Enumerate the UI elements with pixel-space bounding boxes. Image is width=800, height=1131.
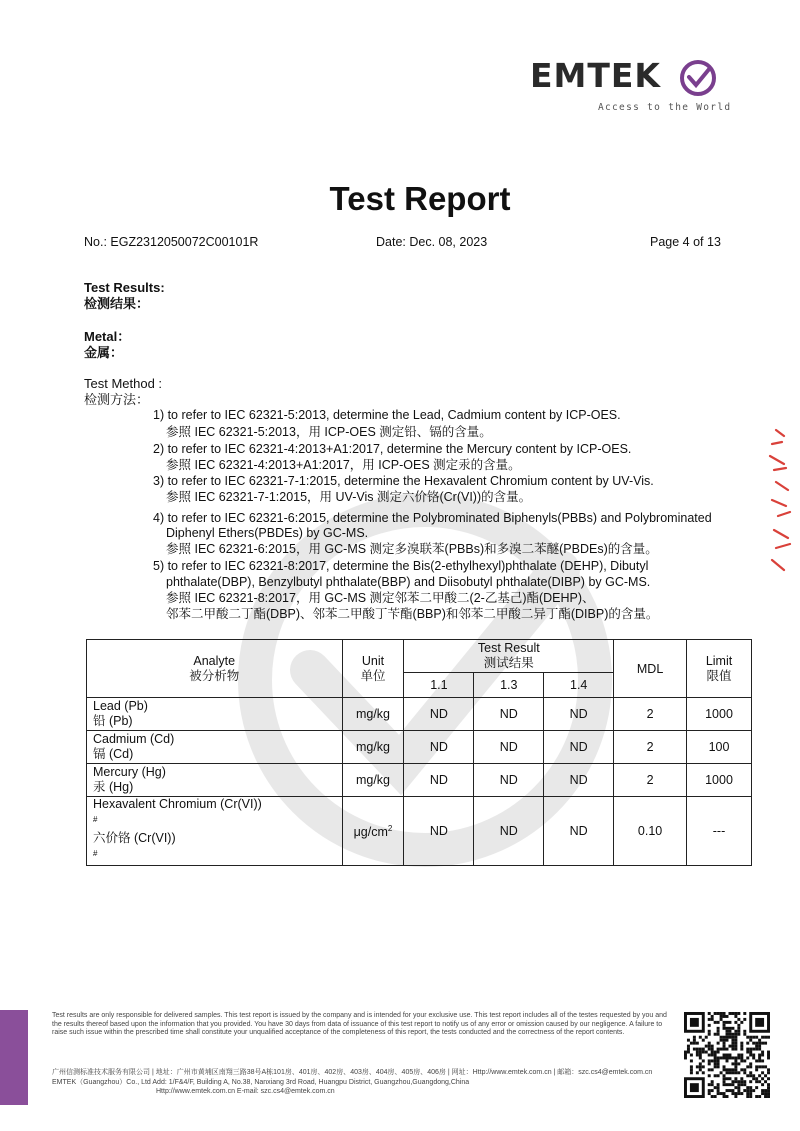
seal-stamp — [762, 420, 800, 590]
test-results-heading: Test Results: — [84, 280, 165, 295]
footer-disclaimer: Test results are only responsible for delivered samples. This test report is issued by the company and is intended for your exclusive use. This test report includes all of the testes requested by you and the results thereof based upon the information that you provided. You have 30 days from data of issuance of this test report to notify us of any error or omission caused by our negligence. A failure to raise such issue within the prescribed time shall constitute your unqualified acceptance of the completeness of this report, the tests conducted and the correctness of the report contents. — [52, 1012, 667, 1037]
logo-wordmark: EMTEK — [530, 56, 662, 95]
report-date: Date: Dec. 08, 2023 — [376, 235, 488, 249]
method-item-1-cn: 参照 IEC 62321-5:2013，用 ICP-OES 测定铅、镉的含量。 — [166, 425, 492, 439]
metal-heading-cn: 金属： — [84, 345, 124, 360]
footer-address — [52, 1068, 672, 1097]
result-cell: ND — [404, 764, 474, 797]
result-cell: ND — [544, 698, 614, 731]
result-cell: ND — [404, 698, 474, 731]
sample-header: 1.1 — [404, 673, 474, 698]
table-row — [87, 731, 752, 764]
method-item-3-cn: 参照 IEC 62321-7-1:2015，用 UV-Vis 测定六价铬(Cr(VI))的含量。 — [166, 490, 532, 504]
unit-cell: mg/kg — [342, 698, 404, 731]
result-cell: ND — [474, 698, 544, 731]
metal-heading: Metal： — [84, 329, 131, 344]
emtek-logo — [530, 56, 730, 116]
method-item-5: 5) to refer to IEC 62321-8:2017, determine the Bis(2-ethylhexyl)phthalate (DEHP), Dibutyl — [153, 559, 649, 573]
unit-cell: mg/kg — [342, 764, 404, 797]
report-number: No.: EGZ2312050072C00101R — [84, 235, 259, 249]
unit-header: Unit 单位 — [342, 640, 404, 698]
method-item-5-cn-line2: 邻苯二甲酸二丁酯(DBP)、邻苯二甲酸丁苄酯(BBP)和邻苯二甲酸二异丁酯(DIBP)的含量。 — [166, 607, 659, 621]
test-results-heading-cn: 检测结果： — [84, 296, 150, 311]
table-header-row — [87, 640, 752, 673]
unit-cell: mg/kg — [342, 731, 404, 764]
analyte-header: Analyte 被分析物 — [87, 640, 343, 698]
method-item-1: 1) to refer to IEC 62321-5:2013, determine the Lead, Cadmium content by ICP-OES. — [153, 408, 621, 422]
footer-address-cn: 广州信测标准技术服务有限公司 | 地址：广州市黄埔区南翔三路38号A栋101房、401房、402房、403房、404房、405房、406房 | 网址：Http://www.emtek.com.cn | 邮箱：szc.cs4@emtek.com.cn — [52, 1069, 653, 1076]
analyte-cell: Hexavalent Chromium (Cr(VI)) # 六价铬 (Cr(VI)) # — [87, 797, 343, 866]
result-cell: ND — [474, 731, 544, 764]
test-method-heading-cn: 检测方法： — [84, 392, 150, 407]
method-item-3: 3) to refer to IEC 62321-7-1:2015, determine the Hexavalent Chromium content by UV-Vis. — [153, 474, 654, 488]
table-row — [87, 698, 752, 731]
method-item-2: 2) to refer to IEC 62321-4:2013+A1:2017, determine the Mercury content by ICP-OES. — [153, 442, 632, 456]
analyte-cell: Lead (Pb) 铅 (Pb) — [87, 698, 343, 731]
footer-accent-bar — [0, 1010, 28, 1105]
method-item-2-cn: 参照 IEC 62321-4:2013+A1:2017，用 ICP-OES 测定汞的含量。 — [166, 458, 521, 472]
table-row — [87, 797, 752, 866]
limit-cell: 1000 — [687, 698, 752, 731]
result-cell: ND — [474, 764, 544, 797]
results-table — [86, 639, 752, 866]
logo-check-icon — [678, 58, 718, 98]
test-result-header: Test Result 测试结果 — [404, 640, 614, 673]
mdl-header: MDL — [614, 640, 687, 698]
test-method-heading: Test Method : — [84, 376, 163, 391]
limit-cell: 100 — [687, 731, 752, 764]
result-cell: ND — [544, 764, 614, 797]
unit-cell: $\mu g/cm^2$ — [342, 797, 404, 866]
page-title: Test Report — [329, 180, 511, 217]
result-cell: ND — [544, 731, 614, 764]
mdl-cell: 2 — [614, 731, 687, 764]
sample-header: 1.3 — [474, 673, 544, 698]
mdl-cell: 2 — [614, 698, 687, 731]
method-item-5-cn: 参照 IEC 62321-8:2017，用 GC-MS 测定邻苯二甲酸二(2-乙基己)酯(DEHP)、 — [166, 591, 595, 605]
limit-header: Limit 限值 — [687, 640, 752, 698]
method-item-4-line2: Diphenyl Ethers(PBDEs) by GC-MS. — [166, 526, 369, 540]
result-cell: ND — [544, 797, 614, 866]
table-row — [87, 764, 752, 797]
footer-address-en: EMTEK（Guangzhou）Co., Ltd Add: 1/F&4/F, Building A, No.38, Nanxiang 3rd Road, Huangpu District, Guangzhou,Guangdong,China — [52, 1078, 470, 1086]
result-cell: ND — [404, 797, 474, 866]
analyte-cell: Cadmium (Cd) 镉 (Cd) — [87, 731, 343, 764]
mdl-cell: 2 — [614, 764, 687, 797]
page-number: Page 4 of 13 — [650, 235, 721, 249]
mdl-cell: 0.10 — [614, 797, 687, 866]
method-item-4-cn: 参照 IEC 62321-6:2015，用 GC-MS 测定多溴联苯(PBBs)和多溴二苯醚(PBDEs)的含量。 — [166, 542, 658, 556]
analyte-cell: Mercury (Hg) 汞 (Hg) — [87, 764, 343, 797]
result-cell: ND — [474, 797, 544, 866]
logo-tagline: Access to the World — [598, 102, 732, 113]
footer-web-email: Http://www.emtek.com.cn E-mail: szc.cs4@emtek.com.cn — [156, 1088, 335, 1095]
method-item-5-line2: phthalate(DBP), Benzylbutyl phthalate(BBP) and Diisobutyl phthalate(DIBP) by GC-MS. — [166, 575, 651, 589]
sample-header: 1.4 — [544, 673, 614, 698]
method-item-4: 4) to refer to IEC 62321-6:2015, determine the Polybrominated Biphenyls(PBBs) and Polybrominated — [153, 511, 712, 525]
qr-code-icon — [684, 1012, 770, 1098]
limit-cell: --- — [687, 797, 752, 866]
limit-cell: 1000 — [687, 764, 752, 797]
result-cell: ND — [404, 731, 474, 764]
